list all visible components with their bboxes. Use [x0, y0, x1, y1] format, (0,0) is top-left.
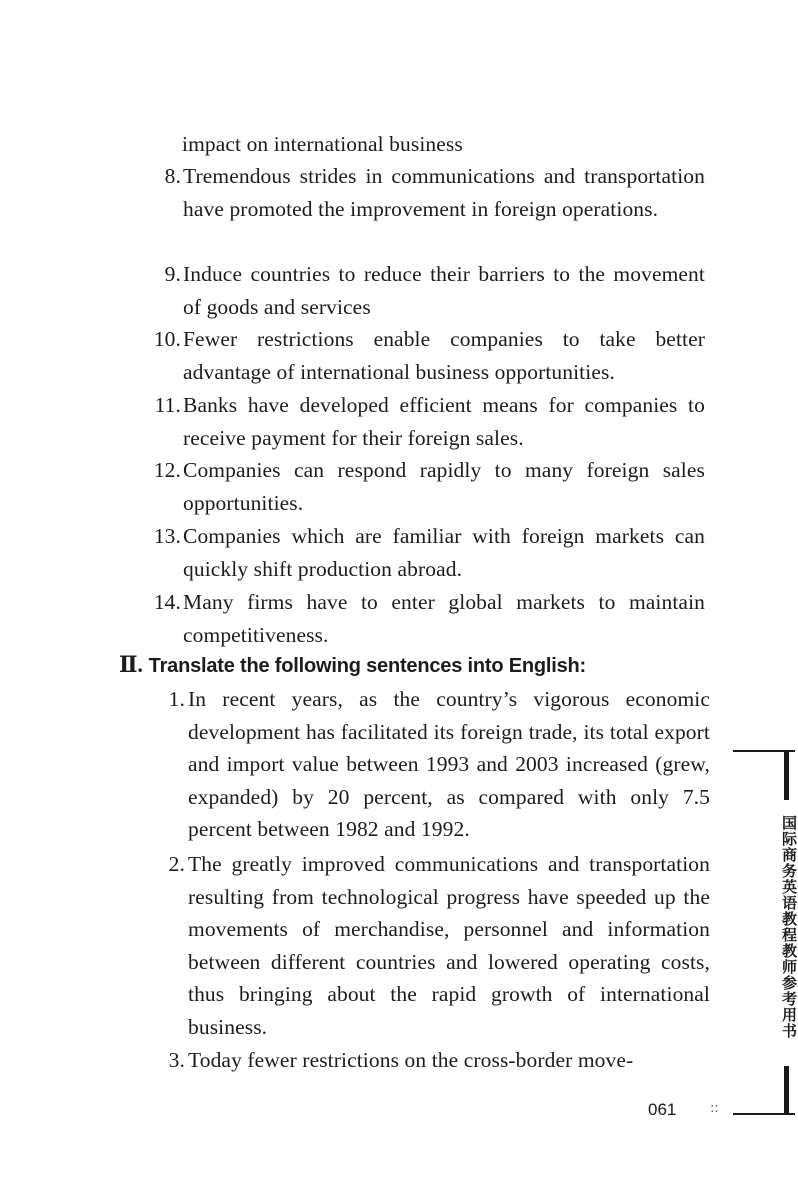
item-text: Fewer restrictions enable companies to take better advantage of international business opportunities. — [183, 327, 705, 384]
list-item — [125, 1044, 710, 1077]
list-item — [121, 258, 705, 323]
list-item — [121, 454, 705, 519]
item-number: 14. — [153, 590, 181, 614]
item-text: Companies can respond rapidly to many foreign sales opportunities. — [183, 458, 705, 515]
page-number: 061 — [648, 1100, 677, 1119]
item-number: 8. — [164, 164, 181, 188]
item-text: Many firms have to enter global markets to maintain competitiveness. — [183, 590, 705, 647]
sidebar-bar-top — [784, 752, 789, 800]
item-text: Companies which are familiar with foreign markets can quickly shift production abroad. — [183, 524, 705, 581]
page-dots: :: — [710, 1101, 719, 1116]
item-number: 2. — [168, 852, 185, 876]
item-text: The greatly improved communications and transportation resulting from technological progress have speeded up the movements of merchandise, personnel and information between different countries and lowered operating costs, thus bringing about the rapid growth of international business. — [188, 852, 710, 1039]
item-number: 1. — [168, 687, 185, 711]
sidebar-bar-bottom — [784, 1066, 789, 1114]
item-text: Banks have developed efficient means for companies to receive payment for their foreign sales. — [183, 393, 705, 450]
list-item — [121, 323, 705, 388]
item-text: Induce countries to reduce their barriers to the movement of goods and services — [183, 262, 705, 319]
item-text: Tremendous strides in communications and transportation have promoted the improvement in foreign operations. — [183, 164, 705, 221]
section-heading — [119, 650, 586, 681]
item-number: 11. — [154, 393, 181, 417]
item-text: Today fewer restrictions on the cross-border move- — [188, 1048, 634, 1072]
section-numeral: Ⅱ. — [119, 652, 143, 677]
continuation-text: impact on international business — [182, 132, 463, 156]
item-number: 10. — [153, 327, 181, 351]
list-item — [121, 520, 705, 585]
list-item — [125, 683, 710, 846]
list-item — [121, 160, 705, 225]
list-item — [121, 586, 705, 651]
sidebar-rule-bottom — [733, 1113, 795, 1115]
item-number: 13. — [153, 524, 181, 548]
list-item — [121, 389, 705, 454]
sidebar-book-title: 国际商务英语教程教师参考用书 — [780, 815, 798, 1039]
list-item — [125, 848, 710, 1044]
section-title: Translate the following sentences into English: — [148, 655, 586, 677]
item-number: 12. — [153, 458, 181, 482]
continuation-line — [182, 128, 712, 161]
item-number: 9. — [164, 262, 181, 286]
item-text: In recent years, as the country’s vigorous economic development has facilitated its foreign trade, its total export and import value between 1993 and 2003 increased (grew, expanded) by 20 percent, as compared with only 7.5 percent between 1982 and 1992. — [188, 687, 710, 842]
item-number: 3. — [168, 1048, 185, 1072]
